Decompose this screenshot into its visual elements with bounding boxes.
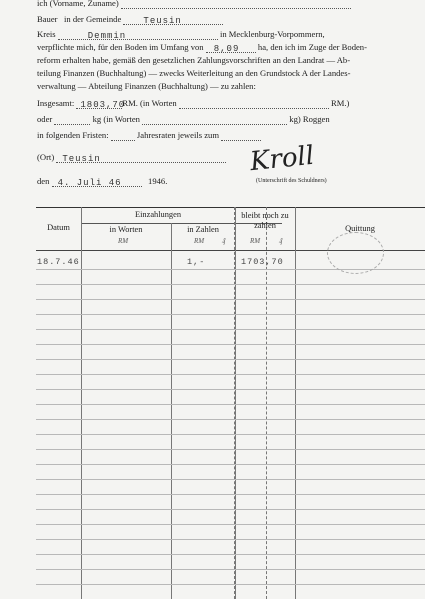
mv-label: in Mecklenburg-Vorpommern,: [219, 29, 325, 39]
signature-label: (Unterschrift des Schuldners): [256, 178, 327, 184]
name-line: [37, 0, 351, 9]
kreis-value: Demmin: [87, 31, 127, 41]
unit-pf-bleibt: ₰: [279, 237, 283, 245]
unit-rm-worten: RM: [118, 237, 129, 245]
ort-label: (Ort): [37, 152, 55, 162]
reform-text: reform erhalten habe, gemäß den gesetzlichen Zahlungsvorschriften an den Landrat — Ab-: [37, 55, 351, 65]
row-1-in-zahlen: 1,-: [187, 257, 206, 267]
name-fill: [121, 0, 351, 9]
jahresraten-fill: [221, 131, 261, 141]
row-rule: [36, 299, 425, 300]
row-rule: [36, 344, 425, 345]
table-top-rule: [36, 207, 425, 208]
col-divider-1: [81, 207, 82, 599]
gemeinde-value: Teusin: [143, 16, 182, 26]
header-bleibt: bleibt noch zu zahlen: [241, 211, 289, 230]
oder-label: oder: [37, 114, 53, 124]
header-in-zahlen: in Zahlen: [187, 225, 219, 234]
header-einzahlungen: Einzahlungen: [134, 210, 182, 219]
row-1-datum: 18.7.46: [37, 257, 80, 267]
unit-rm-bleibt: RM: [250, 237, 261, 245]
row-rule: [36, 524, 425, 525]
fristen-fill: [111, 131, 135, 141]
row-rule: [36, 389, 425, 390]
umfang-value: 8,09: [213, 44, 240, 54]
ha-text: ha, den ich im Zuge der Boden-: [257, 42, 367, 52]
jahresraten-label: Jahresraten jeweils zum: [136, 130, 220, 140]
row-rule: [36, 584, 425, 585]
verpflichte-line: [37, 42, 367, 53]
rm-close-label: RM.): [331, 98, 350, 108]
header-in-worten: in Worten: [109, 225, 143, 234]
roggen-label: kg) Roggen: [289, 114, 330, 124]
ort-line: [37, 152, 226, 163]
row-rule: [36, 434, 425, 435]
row-rule: [36, 404, 425, 405]
verwaltung-line: [37, 81, 256, 92]
col-divider-3: [235, 207, 236, 599]
row-rule: [36, 539, 425, 540]
bauer-line: [37, 14, 223, 25]
unit-rm-zahlen: RM: [194, 237, 205, 245]
row-rule: [36, 374, 425, 375]
row-rule: [36, 329, 425, 330]
signature: Kroll: [248, 140, 316, 178]
fristen-line: [37, 130, 261, 141]
oder-line: [37, 114, 330, 125]
row-1-bleibt: 1703,70: [241, 257, 284, 267]
fristen-label: in folgenden Fristen:: [37, 130, 109, 140]
row-rule: [36, 569, 425, 570]
bauer-label: Bauer: [37, 14, 58, 24]
col-divider-4: [295, 207, 296, 599]
row-rule: [36, 494, 425, 495]
datum-line: [37, 176, 167, 187]
name-label: ich (Vorname, Zuname): [37, 0, 119, 8]
row-rule: [36, 419, 425, 420]
header-quittung: Quittung: [345, 224, 375, 233]
insgesamt-worten-fill: [179, 99, 329, 109]
finanzen-line: [37, 68, 350, 79]
unit-pf-zahlen: ₰: [222, 237, 226, 245]
kg-worten-fill: [142, 115, 287, 125]
faded-stamp: [327, 232, 384, 274]
reform-line: [37, 55, 350, 66]
datum-value: 4. Juli 46: [57, 178, 122, 188]
insgesamt-value: 1803,70: [80, 100, 126, 110]
oder-kg-fill: [54, 115, 90, 125]
row-rule: [36, 284, 425, 285]
row-rule: [36, 314, 425, 315]
insgesamt-label: Insgesamt:: [37, 98, 75, 108]
verwaltung-text: verwaltung — Abteilung Finanzen (Buchhaltung) — zu zahlen:: [37, 81, 256, 91]
row-rule: [36, 359, 425, 360]
row-rule: [36, 554, 425, 555]
gemeinde-label: in der Gemeinde: [63, 14, 122, 24]
finanzen-text: teilung Finanzen (Buchhaltung) — zwecks Weiterleitung an den Grundstock A der Landes-: [37, 68, 351, 78]
row-rule: [36, 449, 425, 450]
kg-worten-label: kg (in Worten: [92, 114, 140, 124]
verpflichte-text: verpflichte mich, für den Boden im Umfang von: [37, 42, 204, 52]
row-rule: [36, 464, 425, 465]
row-rule: [36, 509, 425, 510]
kreis-line: [37, 29, 325, 40]
year-text: 1946.: [148, 176, 168, 186]
kreis-label: Kreis: [37, 29, 56, 39]
den-label: den: [37, 176, 50, 186]
header-datum: Datum: [47, 223, 70, 232]
row-rule: [36, 479, 425, 480]
rm-worten-label: RM. (in Worten: [122, 98, 177, 108]
col-divider-2: [171, 223, 172, 599]
insgesamt-line: [37, 98, 349, 109]
ort-value: Teusin: [62, 154, 101, 164]
